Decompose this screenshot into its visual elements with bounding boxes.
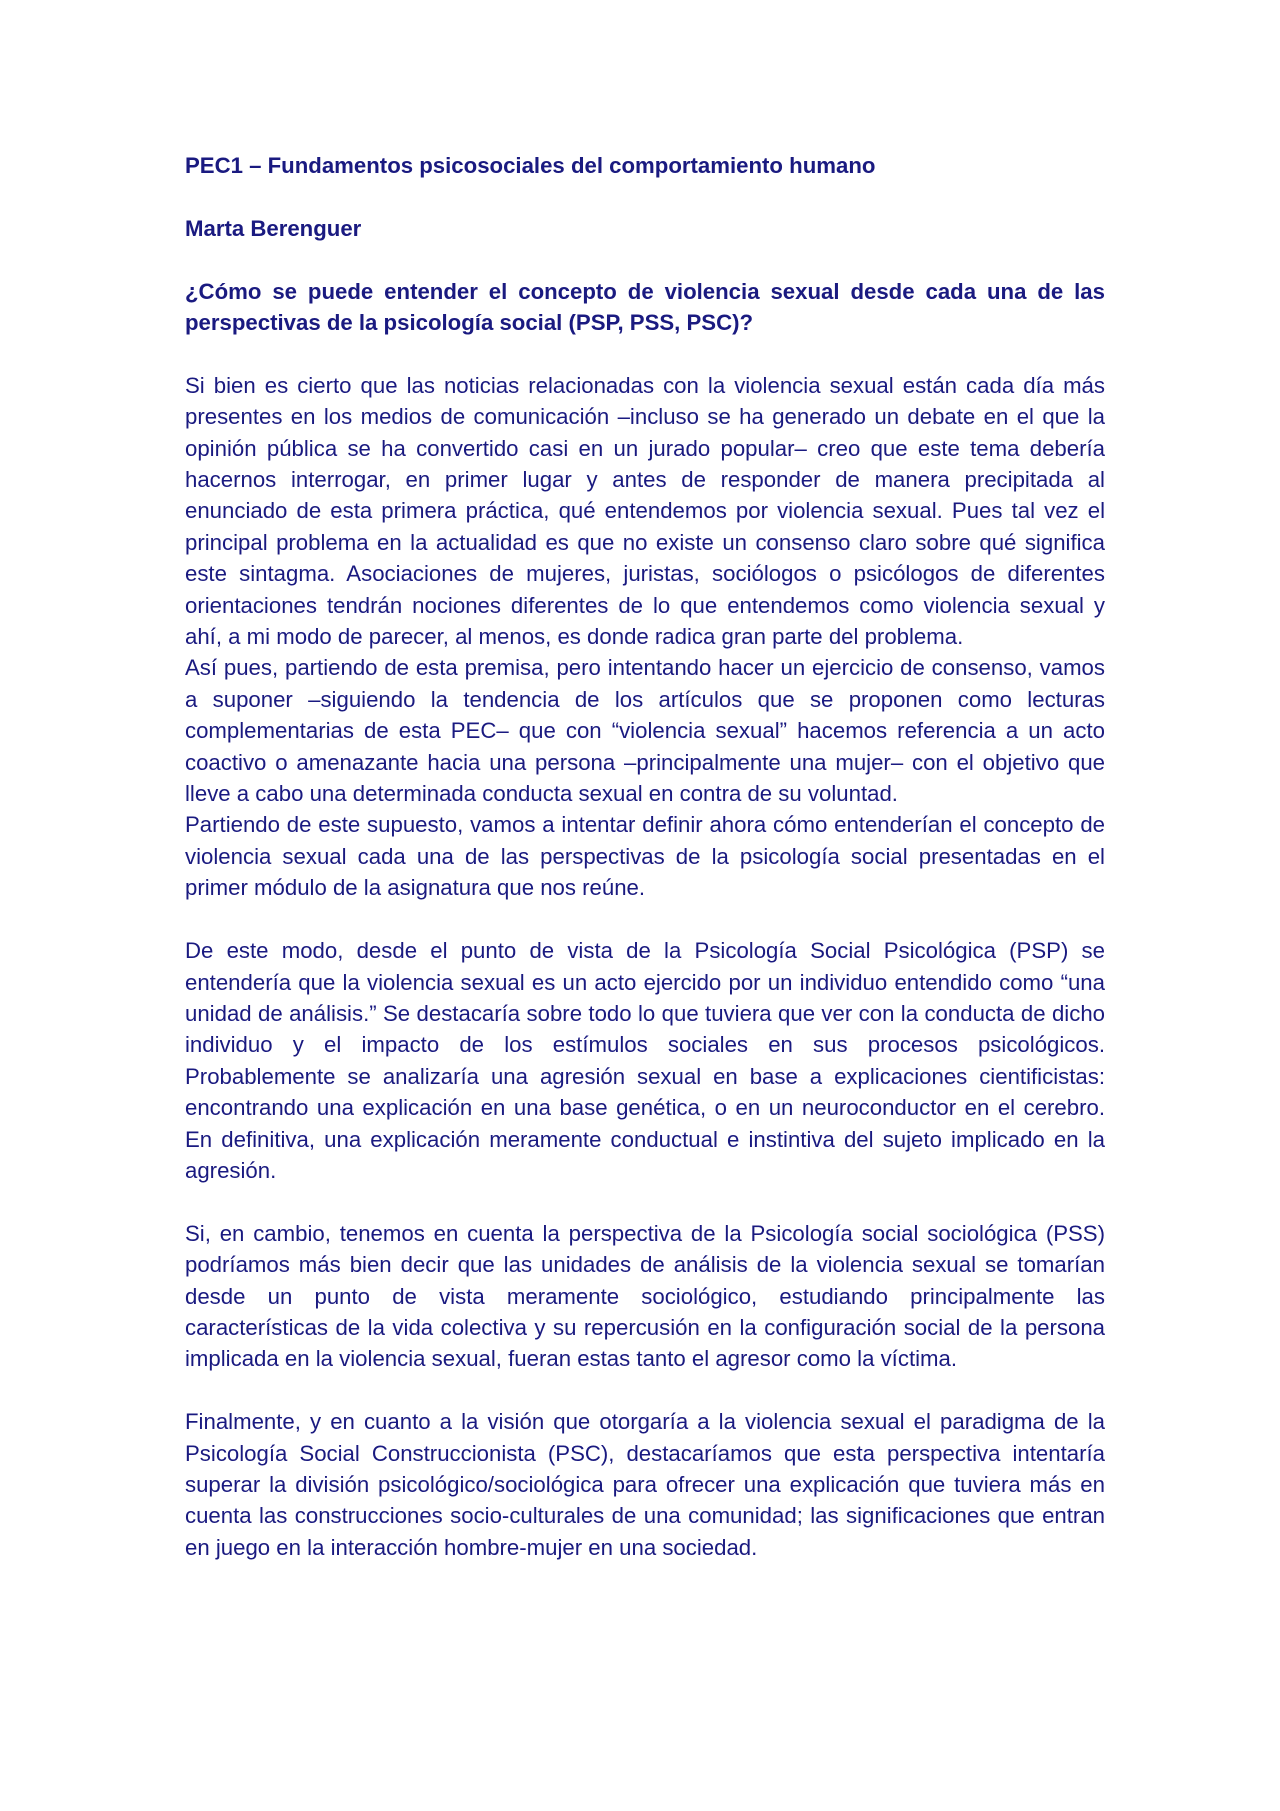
question-heading: ¿Cómo se puede entender el concepto de violencia sexual desde cada una de las perspectivas de la psicología social (PSP, PSS, PSC)? [185, 278, 1105, 335]
paragraph-pss: Si, en cambio, tenemos en cuenta la perspectiva de la Psicología social sociológica (PSS) podríamos más bien decir que las unidades de análisis de la violencia sexual se tomarían desde un punto de vista meramente sociológico, estudiando principalmente las características de la vida colectiva y su repercusión en la configuración social de la persona implicada en la violencia sexual, fueran estas tanto el agresor como la víctima. [185, 1220, 1105, 1372]
paragraph-assumption: Partiendo de este supuesto, vamos a intentar definir ahora cómo entenderían el concepto de violencia sexual cada una de las perspectivas de la psicología social presentadas en el primer módulo de la asignatura que nos reúne. [185, 812, 1105, 901]
document-body [185, 150, 1105, 1563]
document-title: PEC1 – Fundamentos psicosociales del comportamiento humano [185, 153, 876, 178]
paragraph-intro: Si bien es cierto que las noticias relacionadas con la violencia sexual están cada día más presentes en los medios de comunicación –incluso se ha generado un debate en el que la opinión pública se ha convertido casi en un jurado popular– creo que este tema debería hacernos interrogar, en primer lugar y antes de responder de manera precipitada al enunciado de esta primera práctica, qué entendemos por violencia sexual. Pues tal vez el principal problema en la actualidad es que no existe un consenso claro sobre qué significa este sintagma. Asociaciones de mujeres, juristas, sociólogos o psicólogos de diferentes orientaciones tendrán nociones diferentes de lo que entendemos como violencia sexual y ahí, a mi modo de parecer, al menos, es donde radica gran parte del problema. [185, 372, 1105, 650]
author-name: Marta Berenguer [185, 215, 362, 241]
paragraph-psp: De este modo, desde el punto de vista de la Psicología Social Psicológica (PSP) se entendería que la violencia sexual es un acto ejercido por un individuo entendido como “una unidad de análisis.” Se destacaría sobre todo lo que tuviera que ver con la conducta de dicho individuo y el impacto de los estímulos sociales en sus procesos psicológicos. Probablemente se analizaría una agresión sexual en base a explicaciones cientificistas: encontrando una explicación en una base genética, o en un neuroconductor en el cerebro. En definitiva, una explicación meramente conductual e instintiva del sujeto implicado en la agresión. [185, 938, 1105, 1183]
paragraph-premise: Así pues, partiendo de esta premisa, pero intentando hacer un ejercicio de consenso, vamos a suponer –siguiendo la tendencia de los artículos que se proponen como lecturas complementarias de esta PEC– que con “violencia sexual” hacemos referencia a un acto coactivo o amenazante hacia una persona –principalmente una mujer– con el objetivo que lleve a cabo una determinada conducta sexual en contra de su voluntad. [185, 655, 1105, 807]
paragraph-psc: Finalmente, y en cuanto a la visión que otorgaría a la violencia sexual el paradigma de la Psicología Social Construccionista (PSC), destacaríamos que esta perspectiva intentaría superar la división psicológico/sociológica para ofrecer una explicación que tuviera más en cuenta las construcciones socio-culturales de una comunidad; las significaciones que entran en juego en la interacción hombre-mujer en una sociedad. [185, 1409, 1105, 1560]
